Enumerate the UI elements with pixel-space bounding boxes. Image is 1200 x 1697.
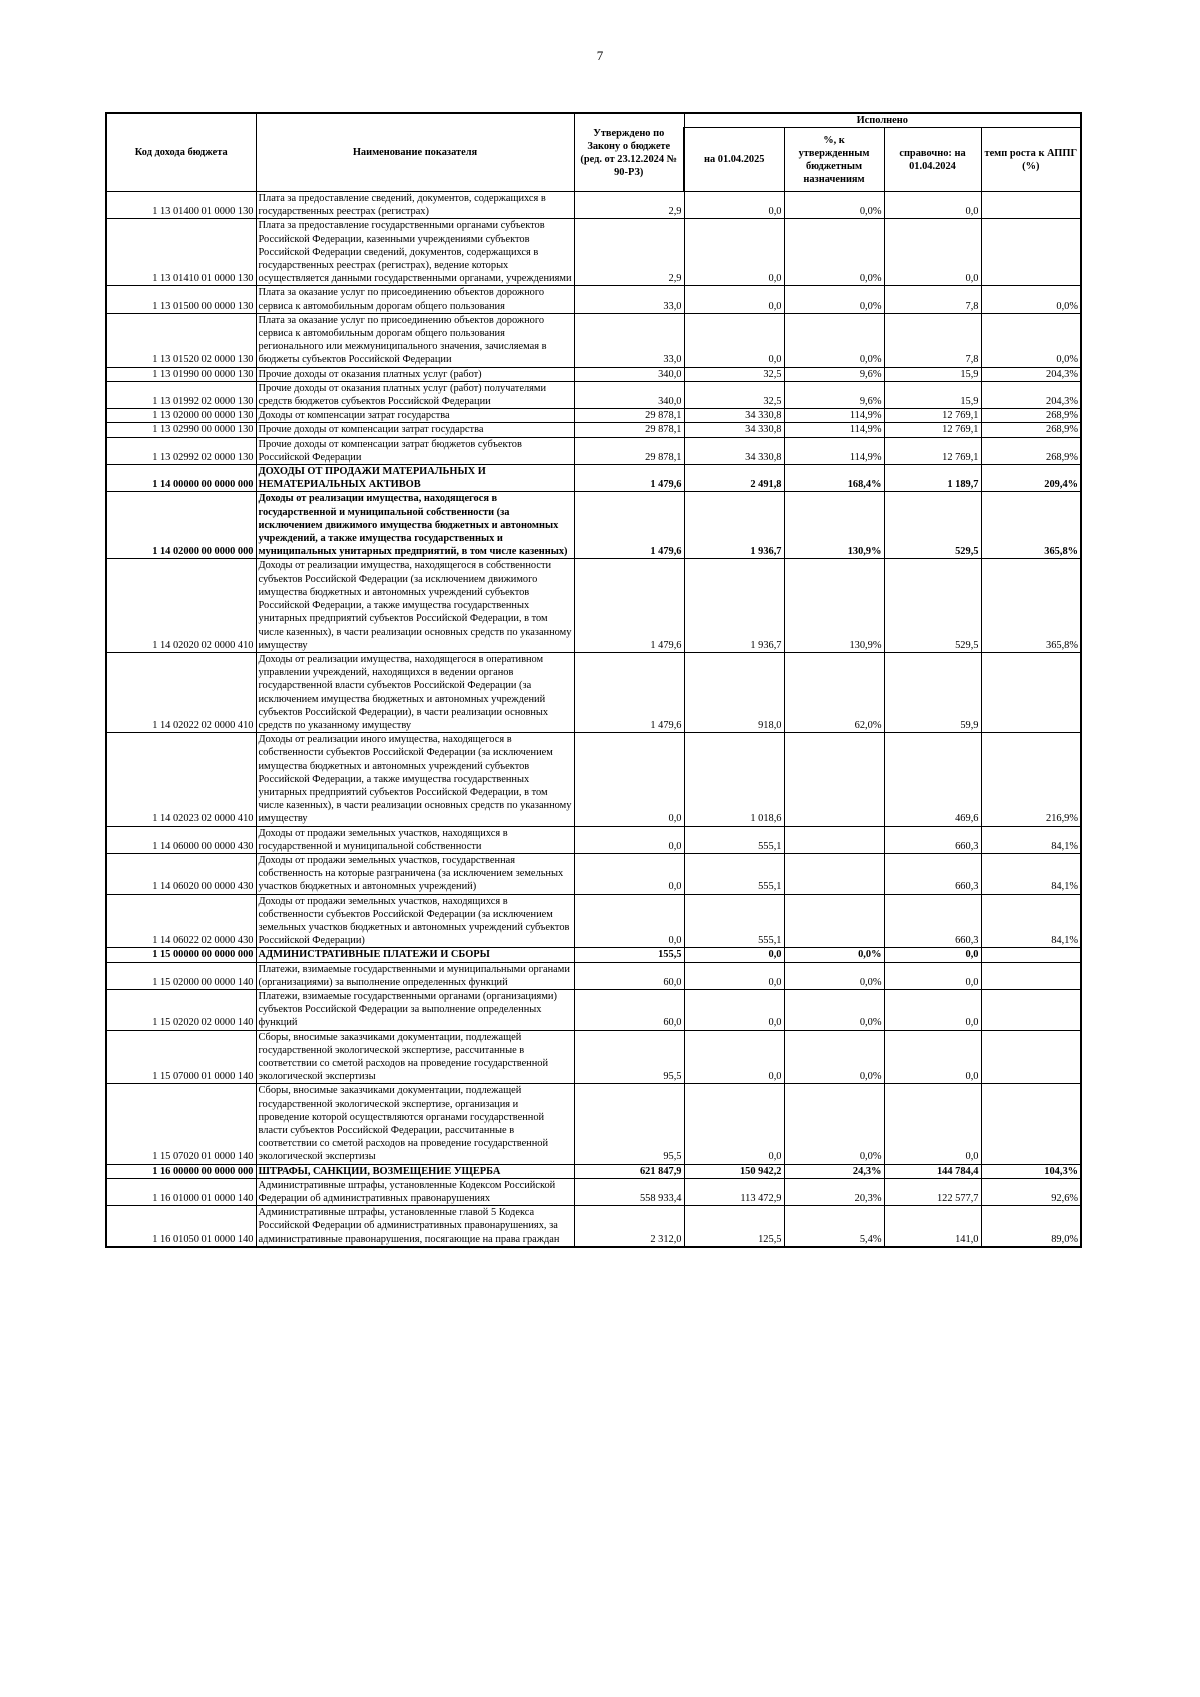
row-growth [981, 1030, 1081, 1084]
table-row [106, 1164, 1081, 1178]
row-name: ДОХОДЫ ОТ ПРОДАЖИ МАТЕРИАЛЬНЫХ И НЕМАТЕРИАЛЬНЫХ АКТИВОВ [256, 465, 574, 492]
row-approved: 33,0 [574, 313, 684, 367]
row-reference: 0,0 [884, 219, 981, 286]
row-name: Прочие доходы от оказания платных услуг (работ) получателями средств бюджетов субъектов Российской Федерации [256, 381, 574, 408]
row-code: 1 13 01400 01 0000 130 [106, 192, 256, 219]
row-fact: 555,1 [684, 853, 784, 894]
row-fact: 0,0 [684, 192, 784, 219]
row-code: 1 13 02990 00 0000 130 [106, 423, 256, 437]
row-code: 1 14 00000 00 0000 000 [106, 465, 256, 492]
row-percent: 114,9% [784, 437, 884, 464]
table-row [106, 367, 1081, 381]
row-growth: 204,3% [981, 367, 1081, 381]
row-name: Доходы от продажи земельных участков, находящихся в государственной и муниципальной собственности [256, 826, 574, 853]
row-reference: 0,0 [884, 1030, 981, 1084]
row-percent: 5,4% [784, 1206, 884, 1247]
row-name: Административные штрафы, установленные Кодексом Российской Федерации об административных правонарушениях [256, 1178, 574, 1205]
row-percent: 24,3% [784, 1164, 884, 1178]
row-approved: 95,5 [574, 1084, 684, 1164]
row-growth: 268,9% [981, 423, 1081, 437]
row-approved: 60,0 [574, 989, 684, 1030]
row-name: Доходы от реализации имущества, находящегося в оперативном управлении учреждений, находящихся в ведении органов государственной власти субъектов Российской Федерации (за исключением имущества бюджетных и автономных учреждений субъектов Российской Федерации), в части реализации основных средств по указанному имуществу [256, 652, 574, 732]
row-fact: 32,5 [684, 367, 784, 381]
row-name: Сборы, вносимые заказчиками документации, подлежащей государственной экологической экспертизе, организация и проведение которой осуществляются органами государственной власти субъектов Российской Федерации, рассчитанные в соответствии со сметой расходов на проведение государственной экологической экспертизы [256, 1084, 574, 1164]
table-row [106, 409, 1081, 423]
table-row [106, 962, 1081, 989]
row-name: АДМИНИСТРАТИВНЫЕ ПЛАТЕЖИ И СБОРЫ [256, 948, 574, 962]
row-approved: 340,0 [574, 367, 684, 381]
table-row [106, 989, 1081, 1030]
row-name: Прочие доходы от оказания платных услуг (работ) [256, 367, 574, 381]
row-code: 1 14 06022 02 0000 430 [106, 894, 256, 948]
row-approved: 0,0 [574, 853, 684, 894]
header-executed: Исполнено [684, 113, 1081, 128]
row-name: Плата за предоставление сведений, документов, содержащихся в государственных реестрах (регистрах) [256, 192, 574, 219]
row-approved: 155,5 [574, 948, 684, 962]
row-name: Доходы от реализации имущества, находящегося в государственной и муниципальной собственности (за исключением движимого имущества бюджетных и автономных учреждений, а также имущества государственных и муниципальных унитарных предприятий, в том числе казенных) [256, 492, 574, 559]
row-name: Платежи, взимаемые государственными органами (организациями) субъектов Российской Федерации за выполнение определенных функций [256, 989, 574, 1030]
row-approved: 0,0 [574, 733, 684, 826]
table-row [106, 853, 1081, 894]
row-reference: 144 784,4 [884, 1164, 981, 1178]
row-percent: 62,0% [784, 652, 884, 732]
row-name: Прочие доходы от компенсации затрат бюджетов субъектов Российской Федерации [256, 437, 574, 464]
row-percent: 168,4% [784, 465, 884, 492]
page-number: 7 [596, 48, 604, 63]
row-fact: 32,5 [684, 381, 784, 408]
row-percent: 0,0% [784, 313, 884, 367]
row-reference: 660,3 [884, 826, 981, 853]
row-code: 1 14 02023 02 0000 410 [106, 733, 256, 826]
row-reference: 12 769,1 [884, 423, 981, 437]
table-row [106, 826, 1081, 853]
row-percent [784, 826, 884, 853]
table-row [106, 1030, 1081, 1084]
row-reference: 141,0 [884, 1206, 981, 1247]
row-reference: 7,8 [884, 313, 981, 367]
row-percent: 130,9% [784, 492, 884, 559]
row-reference: 122 577,7 [884, 1178, 981, 1205]
row-approved: 0,0 [574, 894, 684, 948]
row-code: 1 13 01410 01 0000 130 [106, 219, 256, 286]
row-fact: 0,0 [684, 219, 784, 286]
row-growth [981, 1084, 1081, 1164]
row-approved: 558 933,4 [574, 1178, 684, 1205]
row-approved: 29 878,1 [574, 409, 684, 423]
row-growth: 84,1% [981, 853, 1081, 894]
row-fact: 0,0 [684, 1084, 784, 1164]
row-growth: 365,8% [981, 559, 1081, 652]
row-code: 1 13 01520 02 0000 130 [106, 313, 256, 367]
row-growth [981, 989, 1081, 1030]
row-reference: 0,0 [884, 989, 981, 1030]
table-row [106, 286, 1081, 313]
row-code: 1 14 06020 00 0000 430 [106, 853, 256, 894]
header-growth: темп роста к АППГ (%) [981, 128, 1081, 192]
table-row [106, 1084, 1081, 1164]
row-reference: 15,9 [884, 381, 981, 408]
row-fact: 555,1 [684, 894, 784, 948]
header-on-date: на 01.04.2025 [684, 128, 784, 192]
row-fact: 2 491,8 [684, 465, 784, 492]
row-growth [981, 652, 1081, 732]
row-code: 1 15 00000 00 0000 000 [106, 948, 256, 962]
row-percent: 114,9% [784, 409, 884, 423]
row-code: 1 15 07020 01 0000 140 [106, 1084, 256, 1164]
row-percent: 0,0% [784, 962, 884, 989]
row-name: Платежи, взимаемые государственными и муниципальными органами (организациями) за выполнение определенных функций [256, 962, 574, 989]
row-approved: 33,0 [574, 286, 684, 313]
row-code: 1 14 02020 02 0000 410 [106, 559, 256, 652]
row-code: 1 13 02992 02 0000 130 [106, 437, 256, 464]
row-fact: 0,0 [684, 1030, 784, 1084]
row-reference: 469,6 [884, 733, 981, 826]
row-approved: 1 479,6 [574, 492, 684, 559]
row-approved: 2,9 [574, 192, 684, 219]
row-code: 1 13 01990 00 0000 130 [106, 367, 256, 381]
row-name: Доходы от продажи земельных участков, государственная собственность на которые разграничена (за исключением земельных участков бюджетных и автономных учреждений) [256, 853, 574, 894]
row-approved: 340,0 [574, 381, 684, 408]
row-fact: 555,1 [684, 826, 784, 853]
table-row [106, 423, 1081, 437]
row-reference: 529,5 [884, 559, 981, 652]
row-growth: 268,9% [981, 437, 1081, 464]
row-percent: 130,9% [784, 559, 884, 652]
row-approved: 29 878,1 [574, 423, 684, 437]
row-code: 1 16 01000 01 0000 140 [106, 1178, 256, 1205]
row-fact: 0,0 [684, 286, 784, 313]
table-row [106, 894, 1081, 948]
table-row [106, 1178, 1081, 1205]
row-percent: 0,0% [784, 1084, 884, 1164]
row-fact: 1 936,7 [684, 559, 784, 652]
row-fact: 34 330,8 [684, 437, 784, 464]
row-reference: 15,9 [884, 367, 981, 381]
row-name: Доходы от реализации иного имущества, находящегося в собственности субъектов Российской Федерации (за исключением имущества бюджетных и автономных учреждений субъектов Российской Федерации, а также имущества государственных унитарных предприятий субъектов Российской Федерации, в том числе казенных), в части реализации основных средств по указанному имуществу [256, 733, 574, 826]
row-fact: 0,0 [684, 989, 784, 1030]
header-name: Наименование показателя [256, 113, 574, 192]
row-growth: 216,9% [981, 733, 1081, 826]
table-row [106, 465, 1081, 492]
row-growth [981, 948, 1081, 962]
table-row [106, 652, 1081, 732]
row-fact: 918,0 [684, 652, 784, 732]
table-row [106, 381, 1081, 408]
row-growth: 84,1% [981, 894, 1081, 948]
row-reference: 1 189,7 [884, 465, 981, 492]
row-growth: 92,6% [981, 1178, 1081, 1205]
row-growth: 365,8% [981, 492, 1081, 559]
row-reference: 529,5 [884, 492, 981, 559]
table-row [106, 1206, 1081, 1247]
row-fact: 1 018,6 [684, 733, 784, 826]
row-fact: 125,5 [684, 1206, 784, 1247]
row-percent [784, 853, 884, 894]
row-name: Плата за предоставление государственными органами субъектов Российской Федерации, казенными учреждениями субъектов Российской Федерации сведений, документов, содержащихся в государственных реестрах (регистрах), ведение которых осуществляется данными государственными органами, учреждениями [256, 219, 574, 286]
table-row [106, 948, 1081, 962]
table-row [106, 192, 1081, 219]
row-percent: 9,6% [784, 381, 884, 408]
row-name: Плата за оказание услуг по присоединению объектов дорожного сервиса к автомобильным дорогам общего пользования [256, 286, 574, 313]
row-percent [784, 894, 884, 948]
row-fact: 113 472,9 [684, 1178, 784, 1205]
row-reference: 660,3 [884, 853, 981, 894]
row-fact: 0,0 [684, 948, 784, 962]
row-reference: 0,0 [884, 948, 981, 962]
row-growth: 268,9% [981, 409, 1081, 423]
row-approved: 60,0 [574, 962, 684, 989]
row-name: Доходы от реализации имущества, находящегося в собственности субъектов Российской Федерации (за исключением движимого имущества бюджетных и автономных учреждений субъектов Российской Федерации, а также имущества государственных унитарных предприятий субъектов Российской Федерации, в том числе казенных), в части реализации основных средств по указанному имуществу [256, 559, 574, 652]
row-approved: 29 878,1 [574, 437, 684, 464]
row-code: 1 15 02020 02 0000 140 [106, 989, 256, 1030]
table-row [106, 733, 1081, 826]
row-name: Плата за оказание услуг по присоединению объектов дорожного сервиса к автомобильным дорогам общего пользования регионального или межмуниципального значения, зачисляемая в бюджеты субъектов Российской Федерации [256, 313, 574, 367]
row-approved: 1 479,6 [574, 559, 684, 652]
row-growth: 0,0% [981, 286, 1081, 313]
row-name: Сборы, вносимые заказчиками документации, подлежащей государственной экологической экспертизе, рассчитанные в соответствии со сметой расходов на проведение государственной экологической экспертизы [256, 1030, 574, 1084]
row-percent: 9,6% [784, 367, 884, 381]
row-fact: 0,0 [684, 962, 784, 989]
row-growth: 89,0% [981, 1206, 1081, 1247]
table-body [106, 192, 1081, 1247]
row-approved: 2 312,0 [574, 1206, 684, 1247]
row-code: 1 14 06000 00 0000 430 [106, 826, 256, 853]
row-code: 1 13 01992 02 0000 130 [106, 381, 256, 408]
row-reference: 12 769,1 [884, 437, 981, 464]
header-code: Код дохода бюджета [106, 113, 256, 192]
row-growth: 104,3% [981, 1164, 1081, 1178]
table-row [106, 559, 1081, 652]
row-reference: 7,8 [884, 286, 981, 313]
row-approved: 1 479,6 [574, 652, 684, 732]
row-percent: 0,0% [784, 1030, 884, 1084]
row-code: 1 15 07000 01 0000 140 [106, 1030, 256, 1084]
row-code: 1 14 02000 00 0000 000 [106, 492, 256, 559]
row-code: 1 13 01500 00 0000 130 [106, 286, 256, 313]
row-growth [981, 962, 1081, 989]
row-reference: 0,0 [884, 192, 981, 219]
row-percent: 0,0% [784, 286, 884, 313]
row-code: 1 16 00000 00 0000 000 [106, 1164, 256, 1178]
row-name: ШТРАФЫ, САНКЦИИ, ВОЗМЕЩЕНИЕ УЩЕРБА [256, 1164, 574, 1178]
row-percent: 0,0% [784, 948, 884, 962]
row-growth: 204,3% [981, 381, 1081, 408]
row-reference: 59,9 [884, 652, 981, 732]
row-fact: 1 936,7 [684, 492, 784, 559]
row-code: 1 15 02000 00 0000 140 [106, 962, 256, 989]
table-row [106, 313, 1081, 367]
row-growth [981, 219, 1081, 286]
row-growth: 209,4% [981, 465, 1081, 492]
header-reference: справочно: на 01.04.2024 [884, 128, 981, 192]
row-reference: 660,3 [884, 894, 981, 948]
row-percent: 0,0% [784, 989, 884, 1030]
row-fact: 34 330,8 [684, 423, 784, 437]
row-percent: 114,9% [784, 423, 884, 437]
header-percent: %, к утвержденным бюджетным назначениям [784, 128, 884, 192]
row-percent: 20,3% [784, 1178, 884, 1205]
header-approved: Утверждено по Закону о бюджете (ред. от 23.12.2024 № 90-РЗ) [574, 113, 684, 192]
row-fact: 34 330,8 [684, 409, 784, 423]
table-row [106, 492, 1081, 559]
row-name: Административные штрафы, установленные главой 5 Кодекса Российской Федерации об административных правонарушениях, за административные правонарушения, посягающие на права граждан [256, 1206, 574, 1247]
row-name: Доходы от компенсации затрат государства [256, 409, 574, 423]
row-code: 1 13 02000 00 0000 130 [106, 409, 256, 423]
row-percent [784, 733, 884, 826]
budget-table [105, 112, 1082, 1248]
row-fact: 150 942,2 [684, 1164, 784, 1178]
row-code: 1 16 01050 01 0000 140 [106, 1206, 256, 1247]
table-row [106, 437, 1081, 464]
row-growth: 0,0% [981, 313, 1081, 367]
row-approved: 0,0 [574, 826, 684, 853]
row-growth [981, 192, 1081, 219]
row-percent: 0,0% [784, 192, 884, 219]
row-approved: 1 479,6 [574, 465, 684, 492]
row-code: 1 14 02022 02 0000 410 [106, 652, 256, 732]
row-growth: 84,1% [981, 826, 1081, 853]
row-approved: 95,5 [574, 1030, 684, 1084]
row-reference: 0,0 [884, 1084, 981, 1164]
row-reference: 12 769,1 [884, 409, 981, 423]
row-reference: 0,0 [884, 962, 981, 989]
row-fact: 0,0 [684, 313, 784, 367]
row-name: Прочие доходы от компенсации затрат государства [256, 423, 574, 437]
row-approved: 2,9 [574, 219, 684, 286]
row-percent: 0,0% [784, 219, 884, 286]
table-row [106, 219, 1081, 286]
row-name: Доходы от продажи земельных участков, находящихся в собственности субъектов Российской Федерации (за исключением земельных участков бюджетных и автономных учреждений субъектов Российской Федерации) [256, 894, 574, 948]
row-approved: 621 847,9 [574, 1164, 684, 1178]
